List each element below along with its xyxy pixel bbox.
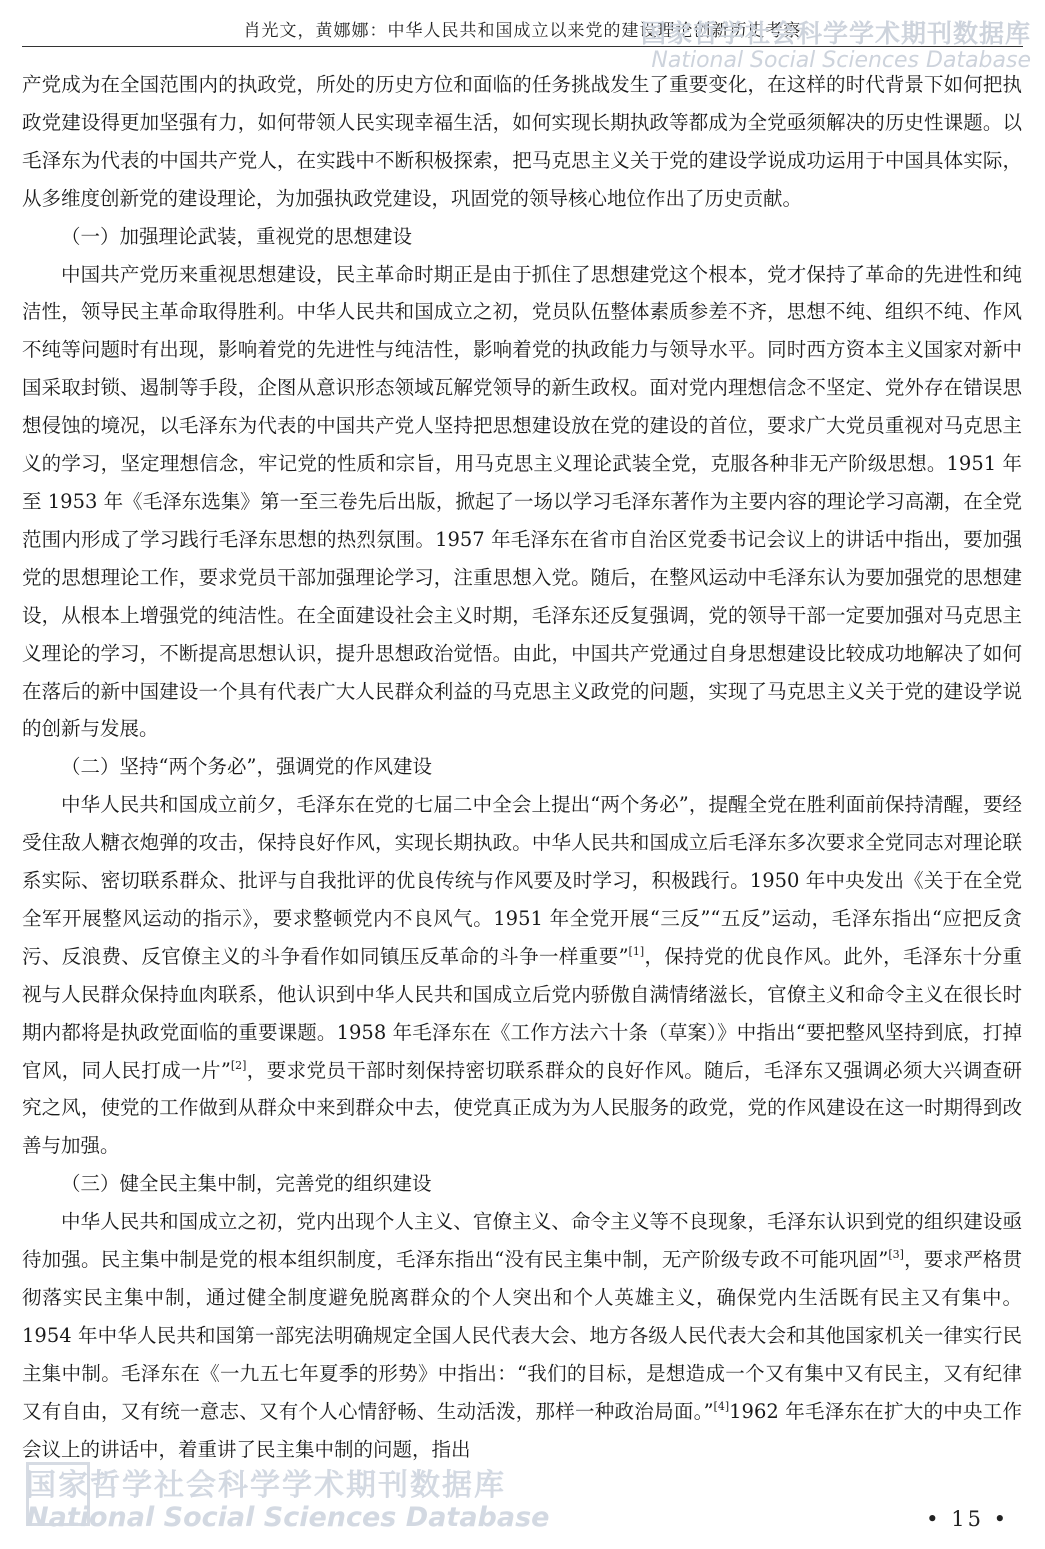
paragraph bbox=[22, 786, 1022, 1165]
text-run: ，保持党的优良作风。此外，毛泽东十分重视与人民群众保持血肉联系，他认识到中华人民共和国成立后党内骄傲自满情绪滋长，官僚主义和命令主义在很长时期内都将是执政党面临的重要课题。1958 年毛泽东在《工作方法六十条（草案）》中指出“要把整风坚持到底，打掉官风，同人民打成一片” bbox=[22, 944, 1022, 1082]
page-number: • 15 • bbox=[926, 1507, 1009, 1531]
text-run: 1962 年毛泽东在扩大的中央工作会议上的讲话中，着重讲了民主集中制的问题，指出 bbox=[22, 1399, 1022, 1461]
citation-ref[interactable]: [2] bbox=[230, 1058, 247, 1072]
text-run: ，要求严格贯彻落实民主集中制，通过健全制度避免脱离群众的个人突出和个人英雄主义，确保党内生活既有民主又有集中。1954 年中华人民共和国第一部宪法明确规定全国人民代表大会、地方各级人民代表大会和其他国家机关一律实行民主集中制。毛泽东在《一九五七年夏季的形势》中指出：“我们的目标，是想造成一个又有集中又有民主，又有纪律又有自由，又有统一意志、又有个人心情舒畅、生动活泼，那样一种政治局面。” bbox=[22, 1248, 1022, 1423]
paragraph: 中国共产党历来重视思想建设，民主革命时期正是由于抓住了思想建党这个根本，党才保持了革命的先进性和纯洁性，领导民主革命取得胜利。中华人民共和国成立之初，党员队伍整体素质参差不齐，思想不纯、组织不纯、作风不纯等问题时有出现，影响着党的先进性与纯洁性，影响着党的执政能力与领导水平。同时西方资本主义国家对新中国采取封锁、遏制等手段，企图从意识形态领域瓦解党领导的新生政权。面对党内理想信念不坚定、党外存在错误思想侵蚀的境况，以毛泽东为代表的中国共产党人坚持把思想建设放在党的建设的首位，要求广大党员重视对马克思主义的学习，坚定理想信念，牢记党的性质和宗旨，用马克思主义理论武装全党，克服各种非无产阶级思想。1951 年至 1953 年《毛泽东选集》第一至三卷先后出版，掀起了一场以学习毛泽东著作为主要内容的理论学习高潮，在全党范围内形成了学习践行毛泽东思想的热烈氛围。1957 年毛泽东在省市自治区党委书记会议上的讲话中指出，要加强党的思想理论工作，要求党员干部加强理论学习，注重思想入党。随后，在整风运动中毛泽东认为要加强党的思想建设，从根本上增强党的纯洁性。在全面建设社会主义时期，毛泽东还反复强调，党的领导干部一定要加强对马克思主义理论的学习，不断提高思想认识，提升思想政治觉悟。由此，中国共产党通过自身思想建设比较成功地解决了如何在落后的新中国建设一个具有代表广大人民群众利益的马克思主义政党的问题，实现了马克思主义关于党的建设学说的创新与发展。 bbox=[22, 262, 1022, 741]
watermark-logo bbox=[26, 1462, 90, 1526]
running-title: 肖光文，黄娜娜：中华人民共和国成立以来党的建设理论创新历史考察 bbox=[243, 21, 802, 41]
watermark-top bbox=[641, 14, 1031, 73]
citation-ref[interactable]: [1] bbox=[628, 944, 645, 958]
citation-ref[interactable]: [4] bbox=[713, 1399, 730, 1413]
section-heading: （一）加强理论武装，重视党的思想建设 bbox=[61, 224, 413, 248]
section-heading: （三）健全民主集中制，完善党的组织建设 bbox=[61, 1172, 432, 1196]
citation-ref[interactable]: [3] bbox=[888, 1248, 904, 1262]
watermark-top-cn: 国家哲学社会科学学术期刊数据库 bbox=[640, 19, 1031, 48]
text-run: 中华人民共和国成立前夕，毛泽东在党的七届二中全会上提出“两个务必”，提醒全党在胜利面前保持清醒，要经受住敌人糖衣炮弹的攻击，保持良好作风，实现长期执政。中华人民共和国成立后毛泽东多次要求全党同志对理论联系实际、密切联系群众、批评与自我批评的优良传统与作风要及时学习，积极践行。1950 年中央发出《关于在全党全军开展整风运动的指示》，要求整顿党内不良风气。1951 年全党开展“三反”“五反”运动，毛泽东指出“应把反贪污、反浪费、反官僚主义的斗争看作如同镇压反革命的斗争一样重要” bbox=[22, 793, 1022, 968]
watermark-bottom-en: National Social Sciences Database bbox=[26, 1502, 550, 1533]
text-run: 中华人民共和国成立之初，党内出现个人主义、官僚主义、命令主义等不良现象，毛泽东认识到党的组织建设亟待加强。民主集中制是党的根本组织制度，毛泽东指出“没有民主集中制，无产阶级专政不可能巩固” bbox=[22, 1210, 1022, 1272]
watermark-bottom bbox=[26, 1460, 549, 1533]
paragraph: 产党成为在全国范围内的执政党，所处的历史方位和面临的任务挑战发生了重要变化，在这样的时代背景下如何把执政党建设得更加坚强有力，如何带领人民实现幸福生活，如何实现长期执政等都成为全党亟须解决的历史性课题。以毛泽东为代表的中国共产党人，在实践中不断积极探索，把马克思主义关于党的建设学说成功运用于中国具体实际，从多维度创新党的建设理论，为加强执政党建设，巩固党的领导核心地位作出了历史贡献。 bbox=[22, 73, 1022, 210]
watermark-top-en: National Social Sciences Database bbox=[651, 48, 1031, 73]
paragraph bbox=[22, 1203, 1022, 1468]
section-heading: （二）坚持“两个务必”，强调党的作风建设 bbox=[61, 755, 432, 779]
article-body bbox=[22, 66, 1022, 1469]
watermark-bottom-cn: 国家哲学社会科学学术期刊数据库 bbox=[26, 1468, 506, 1503]
text-run: ，要求党员干部时刻保持密切联系群众的良好作风。随后，毛泽东又强调必须大兴调查研究之风，使党的工作做到从群众中来到群众中去，使党真正成为为人民服务的政党，党的作风建设在这一时期得到改善与加强。 bbox=[22, 1058, 1022, 1158]
